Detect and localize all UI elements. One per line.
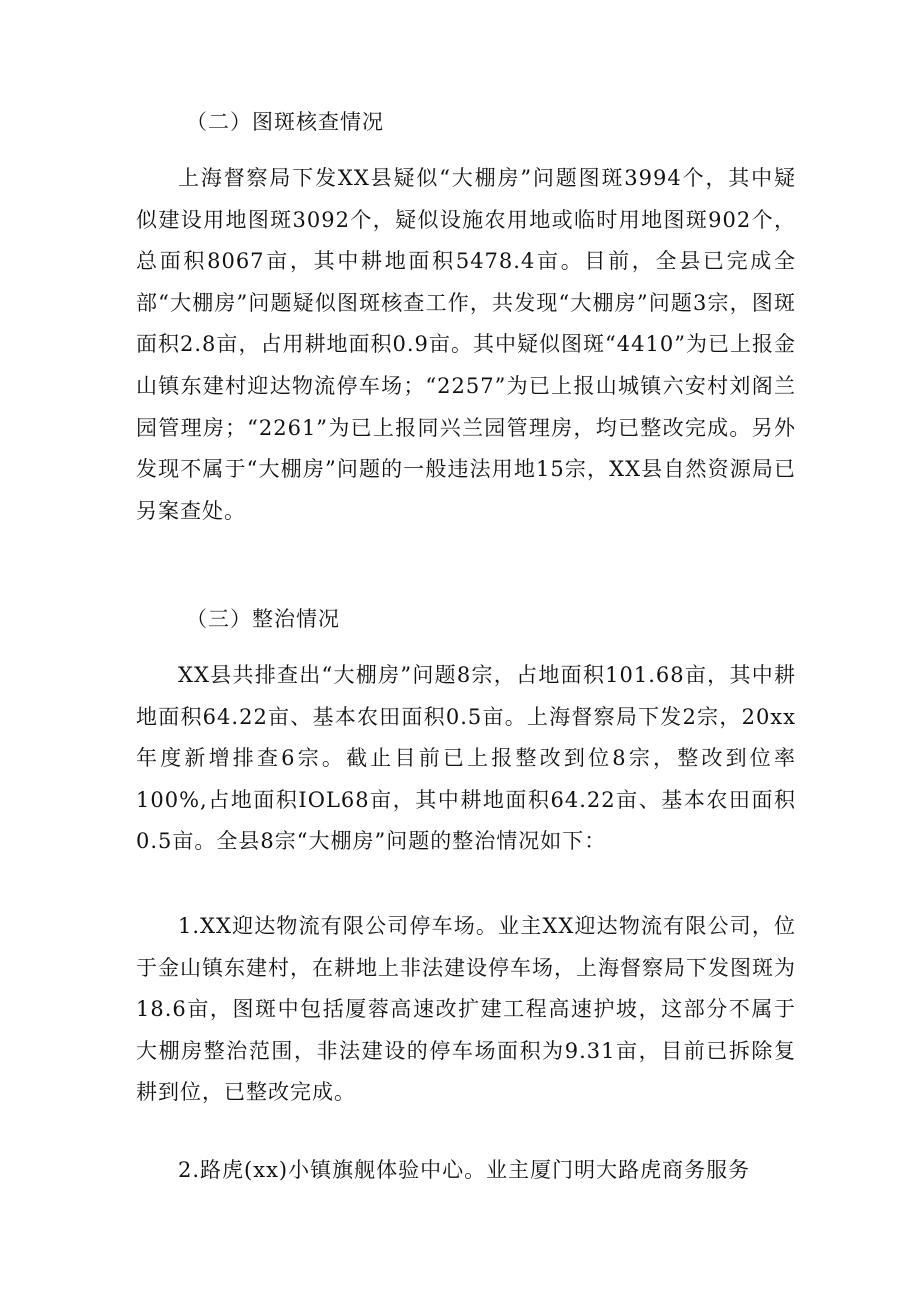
paragraph-remediation: XX县共排查出“大棚房”问题8宗，占地面积101.68亩，其中耕地面积64.22亩、基本农田面积0.5亩。上海督察局下发2宗，20xx年度新增排查6宗。截止目前已上报整改到位8宗，整改到位率100%,占地面积IOL68亩，其中耕地面积64.22亩、基本农田面积0.5亩。全县8宗“大棚房”问题的整治情况如下： [136,663,796,854]
section-heading-inspection: （二）图斑核查情况 [186,110,384,134]
list-item-experience-center: 2.路虎(xx)小镇旗舰体验中心。业主厦门明大路虎商务服务 [178,1158,751,1182]
paragraph-inspection: 上海督察局下发XX县疑似“大棚房”问题图斑3994个，其中疑似建设用地图斑3092个，疑似设施农用地或临时用地图斑902个，总面积8067亩，其中耕地面积5478.4亩。目前，全县已完成全部“大棚房”问题疑似图斑核查工作，共发现“大棚房”问题3宗，图斑面积2.8亩，占用耕地面积0.9亩。其中疑似图斑“4410”为已上报金山镇东建村迎达物流停车场；“2257”为已上报山城镇六安村刘阁兰园管理房；“2261”为已上报同兴兰园管理房，均已整改完成。另外发现不属于“大棚房”问题的一般违法用地15宗，XX县自然资源局已另案查处。 [136,166,796,523]
list-item-parking-lot: 1.XX迎达物流有限公司停车场。业主XX迎达物流有限公司，位于金山镇东建村，在耕地上非法建设停车场，上海督察局下发图斑为18.6亩，图斑中包括厦蓉高速改扩建工程高速护坡，这部分不属于大棚房整治范围，非法建设的停车场面积为9.31亩，目前已拆除复耕到位，已整改完成。 [136,914,796,1105]
section-heading-remediation: （三）整治情况 [186,607,340,631]
